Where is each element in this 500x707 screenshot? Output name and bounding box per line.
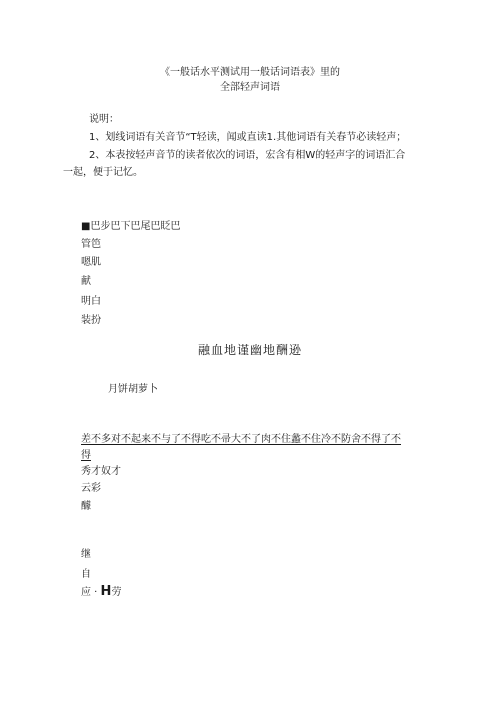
- word-suffix: 劳: [111, 587, 122, 598]
- word-line: 嗯肌: [81, 257, 101, 268]
- word-line: 云彩: [81, 483, 101, 494]
- stylized-word-line: 融血地谨幽地酬逊: [197, 343, 302, 357]
- word-line: 醵: [81, 501, 91, 512]
- notes-heading: 说明：: [89, 114, 119, 125]
- word-bold-letter: H: [100, 584, 112, 599]
- notes-item-2-line1: 2、本表按轻声音节的读者依次的词语，宏含有相W的轻声字的词语汇合: [89, 150, 406, 161]
- notes-item-2-line2: 一起，便于记忆。: [63, 167, 143, 178]
- word-line: 明白: [81, 296, 101, 307]
- word-line: 献: [81, 276, 91, 287]
- word-line: 自: [81, 569, 91, 580]
- word-line: 月饼胡萝卜: [108, 384, 158, 395]
- word-line: 继: [81, 549, 91, 560]
- page-title-line1: 《一般话水平测试用一般话词语表》里的: [160, 67, 340, 78]
- word-line: 管笆: [81, 239, 101, 250]
- notes-item-1: 1、划线词语有关音节“T轻读，闻或直读1.其他词语有关春节必读轻声；: [89, 132, 407, 143]
- word-prefix: 应 ·: [81, 587, 101, 598]
- word-line: 装扮: [81, 315, 101, 326]
- word-line: 秀才奴才: [81, 466, 121, 477]
- word-line: [81, 585, 121, 599]
- underlined-word-line: 得: [81, 450, 91, 461]
- underlined-word-line: 差不多对不起来不与了不得吃不帚大不了肉不住蠡不住冷不防舍不得了不: [81, 434, 401, 445]
- page-title-line2: 全部轻声词语: [220, 82, 280, 93]
- word-line: ■巴步巴下巴尾巴眨巴: [81, 221, 181, 232]
